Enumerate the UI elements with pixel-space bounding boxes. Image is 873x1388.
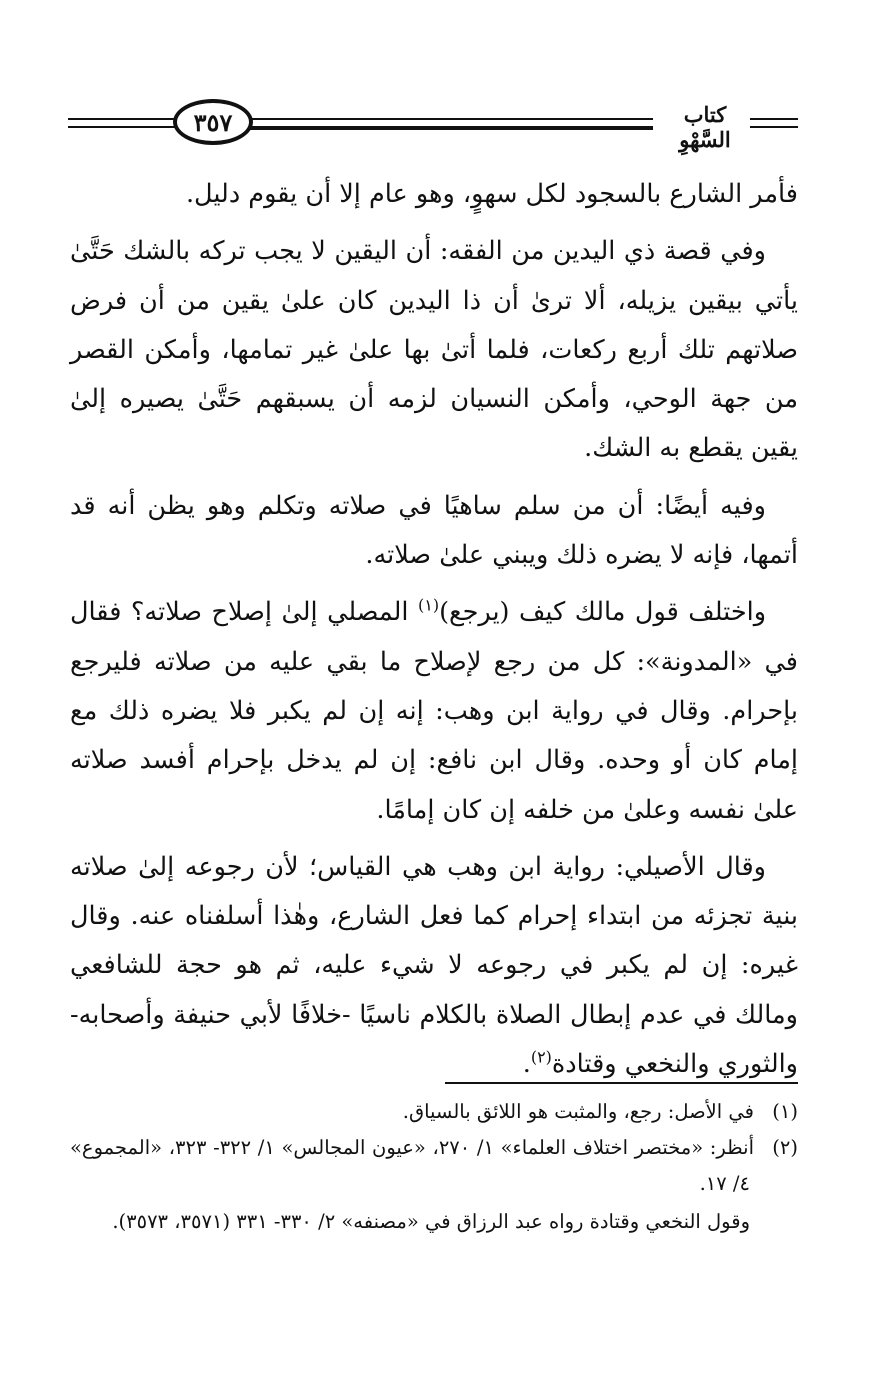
footnote-continuation: وقول النخعي وقتادة رواه عبد الرزاق في «مصنفه» ٢/ ٣٣٠- ٣٣١ (٣٥٧١، ٣٥٧٣).	[112, 1210, 750, 1233]
page-header	[68, 96, 798, 156]
header-rule	[750, 118, 798, 120]
header-rule	[248, 118, 653, 120]
main-text	[70, 170, 798, 1089]
running-title: كتاب السَّهْوِ	[679, 102, 731, 152]
footnotes	[70, 1094, 798, 1240]
paragraph: وفيه أيضًا: أن من سلم ساهيًا في صلاته وتكلم وهو يظن أنه قد أتمها، فإنه لا يضره ذلك ويبني علىٰ صلاته.	[70, 490, 798, 571]
paragraph-text: وقال الأصيلي: رواية ابن وهب هي القياس؛ لأن رجوعه إلىٰ صلاته بنية تجزئه من ابتداء إحرام كما فعل الشارع، وهٰذا أسلفناه عنه. وقال غيره: إن لم يكبر في رجوعه لا شيء عليه، ثم هو حجة للشافعي ومالك في عدم إبطال الصلاة بالكلام ناسيًا -خلافًا لأبي حنيفة وأصحابه- والثوري والنخعي وقتادة	[70, 851, 798, 1080]
paragraph-text: .	[522, 1049, 531, 1080]
footnote-reference: (١)	[418, 595, 440, 615]
paragraph	[70, 588, 798, 834]
footnote-separator	[445, 1082, 798, 1084]
footnote-reference: (٢)	[530, 1047, 552, 1067]
paragraph: فأمر الشارع بالسجود لكل سهوٍ، وهو عام إلا أن يقوم دليل.	[185, 179, 798, 209]
paragraph-text: واختلف قول مالك كيف (يرجع)	[439, 597, 767, 628]
footnote	[70, 1130, 798, 1202]
footnote-text: في الأصل: رجع، والمثبت هو اللائق بالسياق.	[402, 1100, 754, 1123]
paragraph-text: المصلي إلىٰ إصلاح صلاته؟ فقال في «المدونة»: كل من رجع لإصلاح ما بقي عليه من صلاته فليرجع بإحرام. وقال في رواية ابن وهب: إنه إن لم يكبر فلا يضره ذلك مع إمام كان أو وحده. وقال ابن نافع: إن لم يدخل بإحرام أفسد صلاته علىٰ نفسه وعلىٰ من خلفه إن كان إمامًا.	[70, 597, 798, 825]
paragraph: وفي قصة ذي اليدين من الفقه: أن اليقين لا يجب تركه بالشك حَتَّىٰ يأتي بيقين يزيله، ألا ترىٰ أن ذا اليدين كان علىٰ يقين من أن فرض صلاتهم تلك أربع ركعات، فلما أتىٰ بها علىٰ غير تمامها، وأمكن القصر من جهة الوحي، وأمكن النسيان لزمه أن يسبقهم حَتَّىٰ يصيره إلىٰ يقين يقطع به الشك.	[70, 236, 798, 464]
header-rule	[68, 118, 178, 120]
page-number: ٣٥٧	[173, 99, 253, 145]
footnote	[70, 1094, 798, 1130]
footnote-number: (١)	[772, 1100, 798, 1123]
paragraph	[70, 843, 798, 1089]
footnote-text: أنظر: «مختصر اختلاف العلماء» ١/ ٢٧٠، «عيون المجالس» ١/ ٣٢٢- ٣٢٣، «المجموع» ٤/ ١٧.	[70, 1136, 754, 1195]
header-rule	[248, 126, 653, 130]
header-rule	[68, 126, 178, 128]
footnote-number: (٢)	[772, 1136, 798, 1159]
header-rule	[750, 126, 798, 128]
